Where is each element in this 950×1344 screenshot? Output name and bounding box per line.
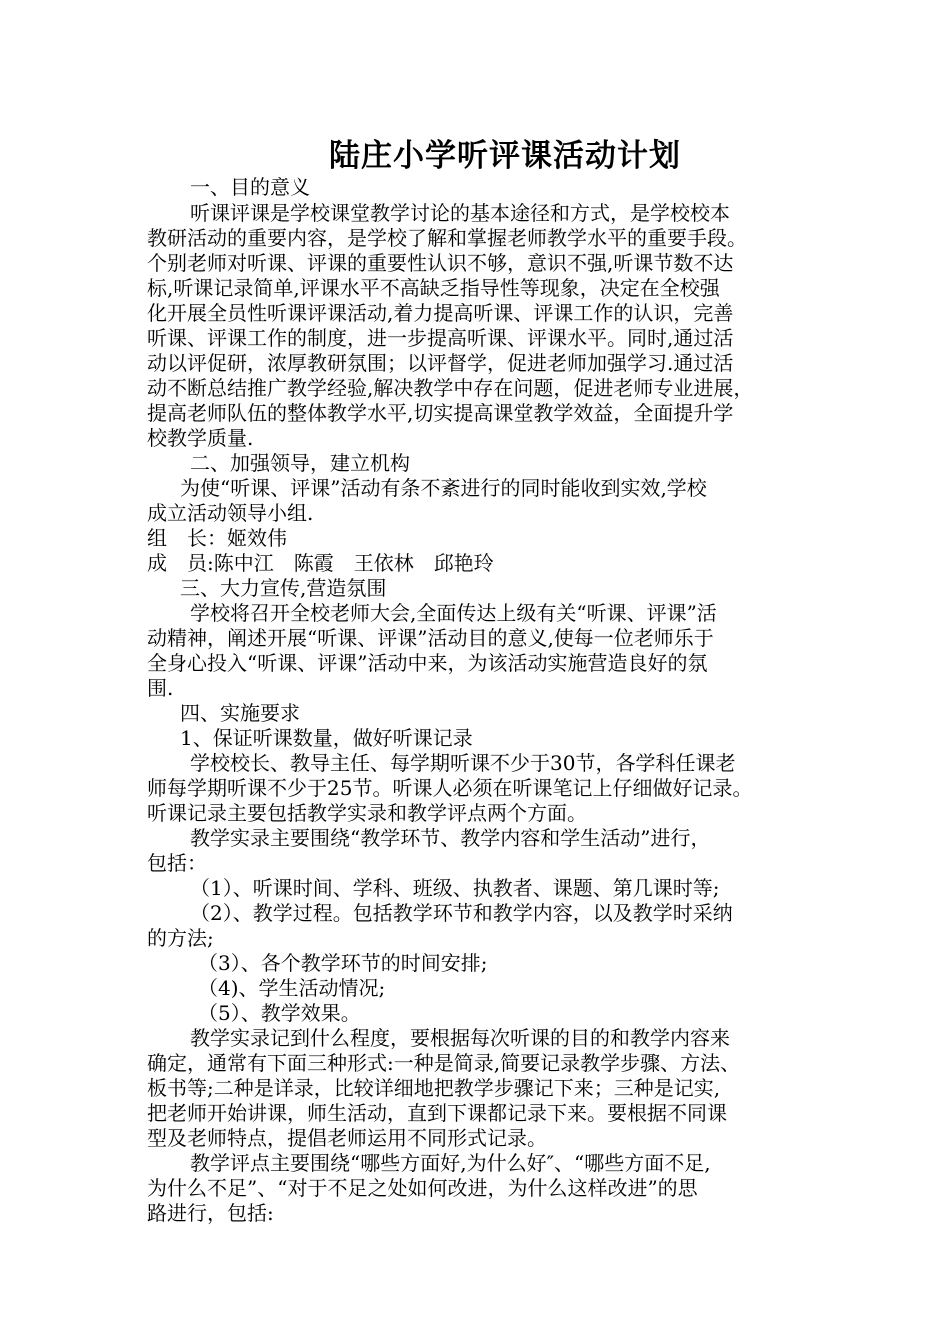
section-heading: 一、目的意义 [190, 175, 310, 199]
paragraph-line: 标,听课记录简单,评课水平不高缺乏指导性等现象，决定在全校强 [147, 276, 720, 300]
paragraph-line: 包括： [147, 851, 207, 875]
paragraph-line: 学校校长、教导主任、每学期听课不少于30节，各学科任课老 [190, 751, 736, 775]
paragraph-line: 成立活动领导小组. [147, 501, 314, 525]
list-item: （1）、听课时间、学科、班级、执教者、课题、第几课时等; [190, 876, 720, 900]
section-heading: 二、加强领导，建立机构 [190, 451, 410, 475]
list-item: （3）、各个教学环节的时间安排; [198, 951, 488, 975]
list-item: （2）、教学过程。包括教学环节和教学内容，以及教学时采纳 [190, 901, 733, 925]
list-item: （4)、学生活动情况; [198, 976, 386, 1000]
paragraph-line: 个别老师对听课、评课的重要性认识不够，意识不强,听课节数不达 [147, 251, 734, 275]
paragraph-line: 教学实录记到什么程度，要根据每次听课的目的和教学内容来 [190, 1026, 730, 1050]
paragraph-line: 提高老师队伍的整体教学水平,切实提高课堂教学效益，全面提升学 [147, 401, 734, 425]
list-item: （5）、教学效果。 [198, 1001, 361, 1025]
paragraph-line: 为什么不足”、“对于不足之处如何改进，为什么这样改进”的思 [147, 1176, 698, 1200]
paragraph-line: 教研活动的重要内容，是学校了解和掌握老师教学水平的重要手段。 [147, 226, 747, 250]
paragraph-line: 板书等;二种是详录，比较详细地把教学步骤记下来；三种是记实, [147, 1076, 721, 1100]
subsection-heading: 1、保证听课数量，做好听课记录 [180, 726, 473, 750]
paragraph-line: 围. [147, 676, 174, 700]
paragraph-line: 动不断总结推广教学经验,解决教学中存在问题，促进老师专业进展， [147, 376, 754, 400]
section-heading: 三、大力宣传,营造氛围 [180, 576, 387, 600]
group-leader-line: 组 长：姬效伟 [147, 526, 287, 550]
paragraph-line: 师每学期听课不少于25节。听课人必须在听课笔记上仔细做好记录。 [147, 776, 753, 800]
paragraph-line: 化开展全员性听课评课活动,着力提高听课、评课工作的认识，完善 [147, 301, 734, 325]
section-heading: 四、实施要求 [180, 701, 300, 725]
list-item-continuation: 的方法; [147, 926, 214, 950]
paragraph-line: 型及老师特点，提倡老师运用不同形式记录。 [147, 1126, 547, 1150]
paragraph-line: 听课、评课工作的制度，进一步提高听课、评课水平。同时,通过活 [147, 326, 734, 350]
paragraph-line: 听课记录主要包括教学实录和教学评点两个方面。 [147, 801, 587, 825]
paragraph-line: 听课评课是学校课堂教学讨论的基本途径和方式，是学校校本 [190, 201, 730, 225]
paragraph-line: 把老师开始讲课，师生活动，直到下课都记录下来。要根据不同课 [147, 1101, 727, 1125]
paragraph-line: 校教学质量. [147, 426, 254, 450]
paragraph-line: 学校将召开全校老师大会,全面传达上级有关“听课、评课”活 [190, 601, 717, 625]
document-title: 陆庄小学听评课活动计划 [329, 138, 681, 174]
paragraph-line: 动以评促研，浓厚教研氛围；以评督学，促进老师加强学习.通过活 [147, 351, 734, 375]
paragraph-line: 路进行，包括: [147, 1201, 274, 1225]
paragraph-line: 动精神，阐述开展“听课、评课”活动目的意义,使每一位老师乐于 [147, 626, 714, 650]
paragraph-line: 教学评点主要围绕“哪些方面好,为什么好″、“哪些方面不足, [190, 1151, 711, 1175]
group-members-line: 成 员:陈中江 陈霞 王依林 邱艳玲 [147, 551, 494, 575]
paragraph-line: 为使“听课、评课”活动有条不紊进行的同时能收到实效,学校 [180, 476, 707, 500]
paragraph-line: 教学实录主要围绕“教学环节、教学内容和学生活动”进行， [190, 826, 711, 850]
paragraph-line: 全身心投入“听课、评课”活动中来，为该活动实施营造良好的氛 [147, 651, 708, 675]
paragraph-line: 确定，通常有下面三种形式:一种是简录,简要记录教学步骤、方法、 [147, 1051, 741, 1075]
